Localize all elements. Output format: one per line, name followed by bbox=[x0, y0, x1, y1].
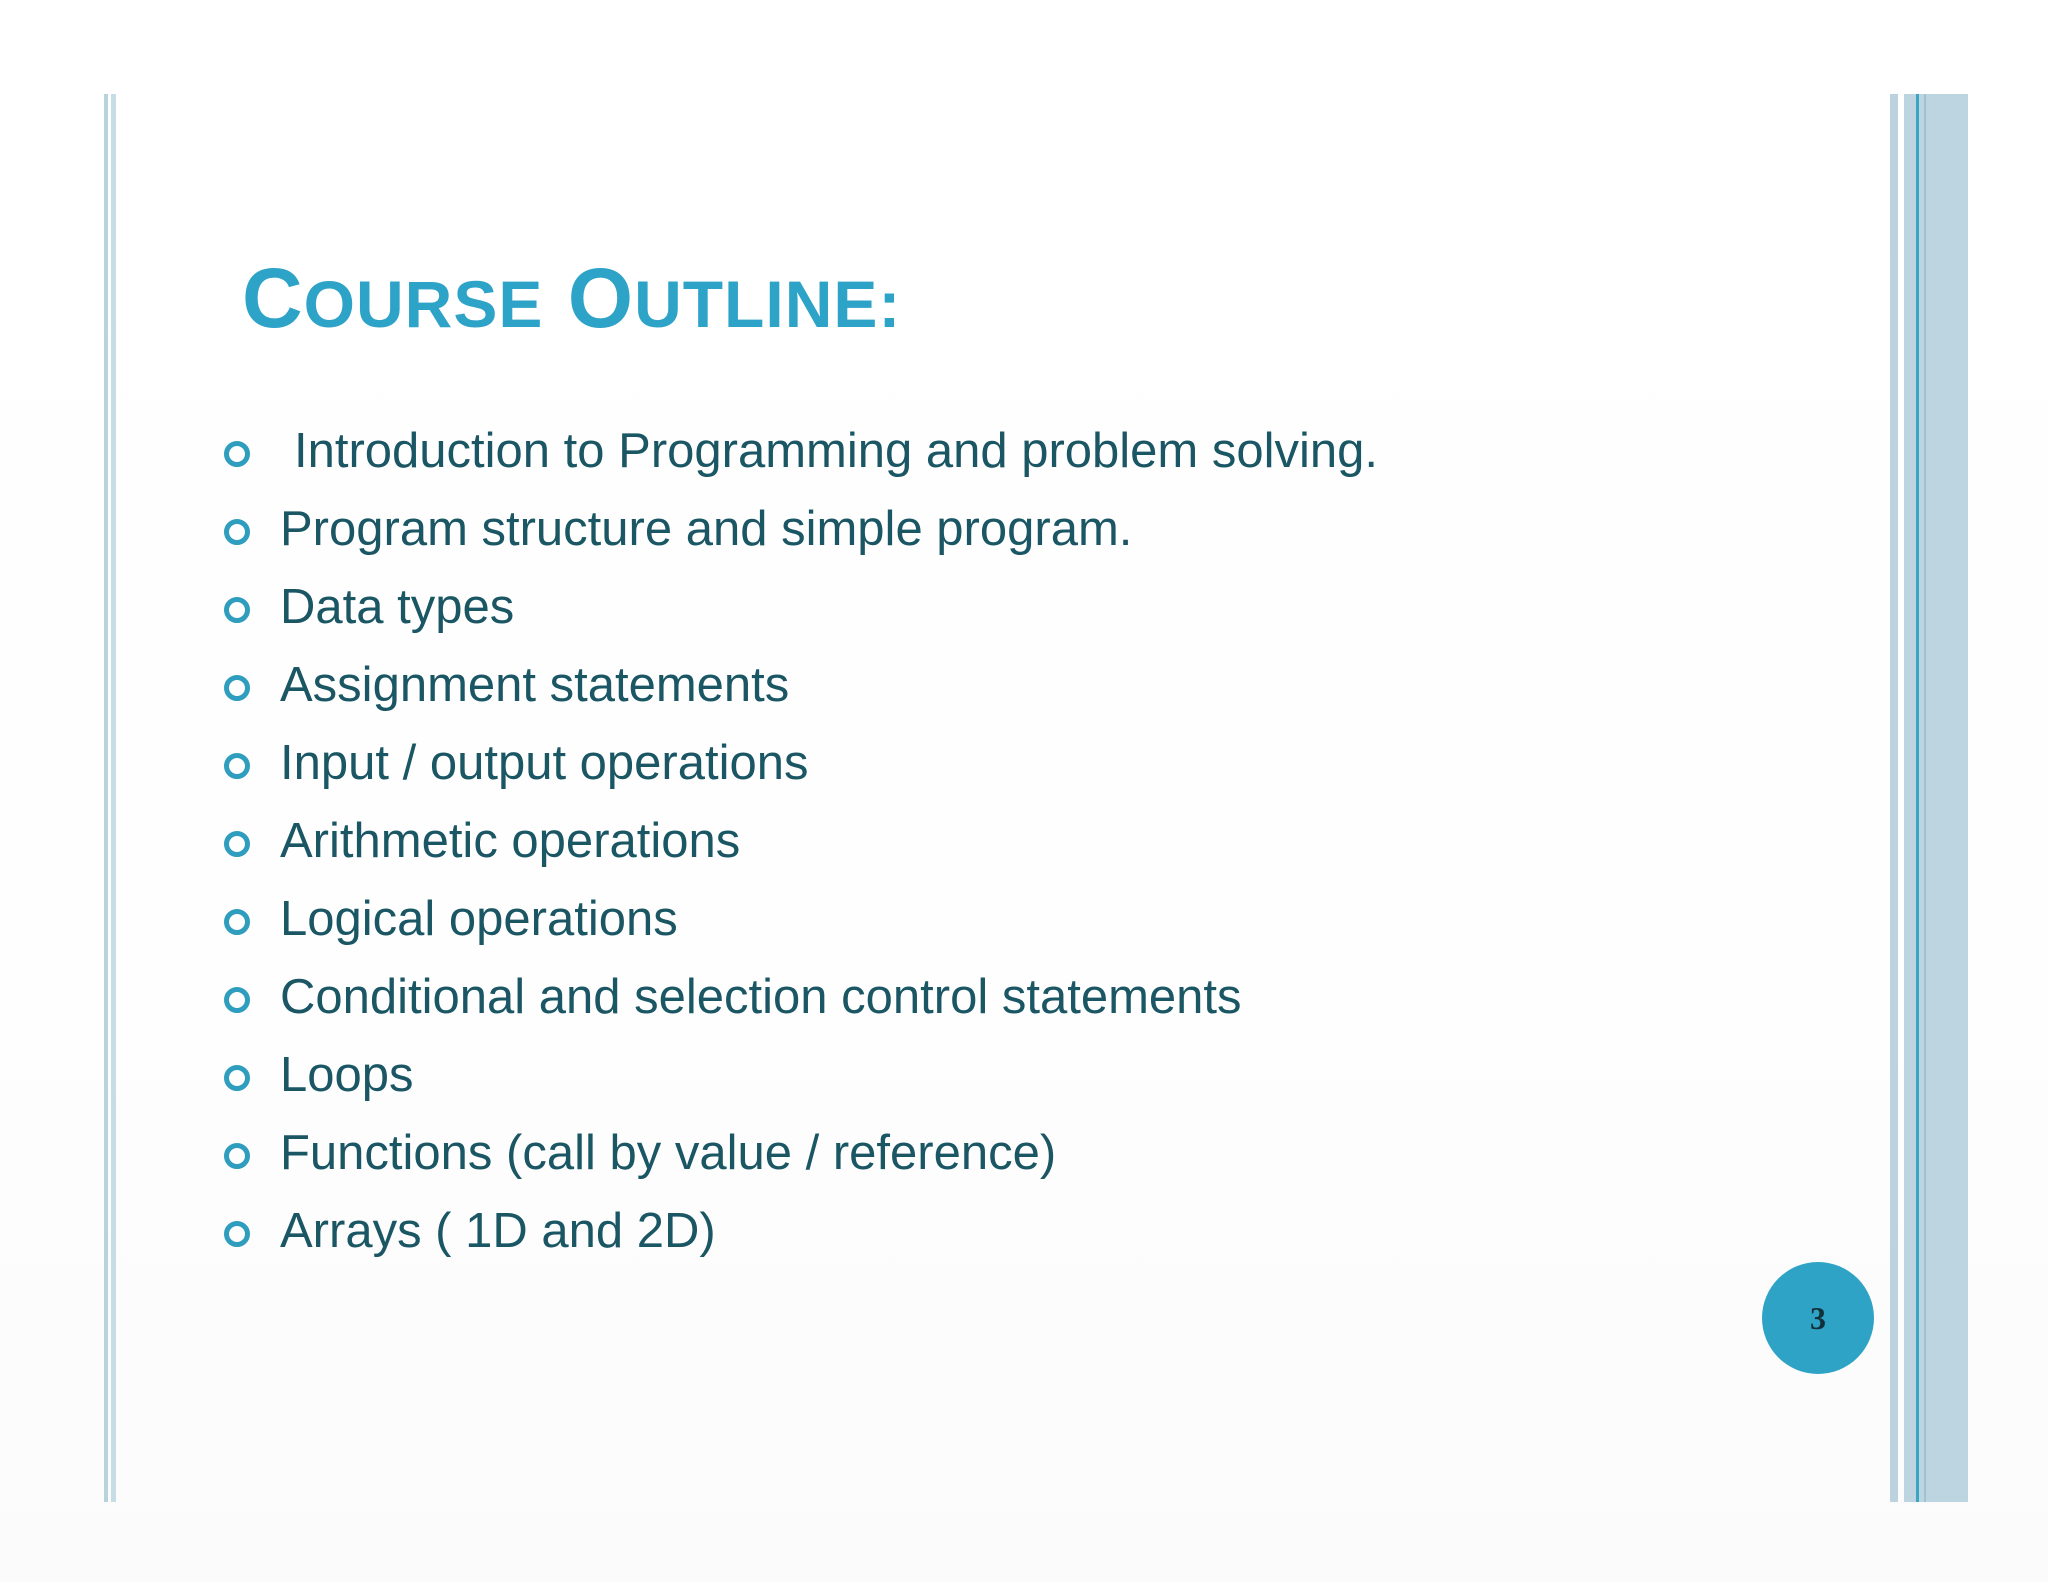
list-item-text: Input / output operations bbox=[280, 736, 809, 790]
page-number: 3 bbox=[1810, 1299, 1826, 1336]
bullet-circle-icon bbox=[224, 519, 250, 545]
list-item bbox=[220, 490, 1378, 568]
bullet-circle-icon bbox=[224, 987, 250, 1013]
bullet-circle-icon bbox=[224, 675, 250, 701]
list-item bbox=[220, 1036, 1378, 1114]
page-number-badge bbox=[1762, 1262, 1874, 1374]
right-border-band bbox=[1904, 94, 1968, 1502]
list-item bbox=[220, 880, 1378, 958]
bullet-circle-icon bbox=[224, 909, 250, 935]
bullet-circle-icon bbox=[224, 597, 250, 623]
list-item bbox=[220, 958, 1378, 1036]
list-item bbox=[220, 412, 1378, 490]
left-border-rule bbox=[111, 94, 116, 1502]
list-item bbox=[220, 724, 1378, 802]
list-item-text: Arithmetic operations bbox=[280, 814, 741, 868]
list-item bbox=[220, 1192, 1378, 1270]
title-word-rest: UTLINE: bbox=[634, 267, 902, 341]
list-item-text: Assignment statements bbox=[280, 658, 790, 712]
bullet-circle-icon bbox=[224, 1221, 250, 1247]
list-item-text: Data types bbox=[280, 580, 515, 634]
list-item bbox=[220, 568, 1378, 646]
right-border-rule bbox=[1924, 94, 1926, 1502]
bullet-circle-icon bbox=[224, 441, 250, 467]
slide-title bbox=[242, 248, 901, 354]
course-outline-list bbox=[220, 412, 1378, 1270]
list-item bbox=[220, 1114, 1378, 1192]
list-item bbox=[220, 646, 1378, 724]
list-item-text: Logical operations bbox=[280, 892, 678, 946]
bullet-circle-icon bbox=[224, 1143, 250, 1169]
right-border-rule bbox=[1890, 94, 1898, 1502]
bullet-circle-icon bbox=[224, 753, 250, 779]
left-border-rule bbox=[104, 94, 108, 1502]
list-item bbox=[220, 802, 1378, 880]
right-border-accent-line bbox=[1916, 94, 1919, 1502]
list-item-text: Introduction to Programming and problem solving. bbox=[294, 424, 1379, 478]
title-word-rest: OURSE bbox=[303, 267, 544, 341]
bullet-circle-icon bbox=[224, 1065, 250, 1091]
list-item-text: Conditional and selection control statements bbox=[280, 970, 1242, 1024]
list-item-text: Loops bbox=[280, 1048, 414, 1102]
title-initial: O bbox=[567, 251, 635, 345]
list-item-text: Arrays ( 1D and 2D) bbox=[280, 1204, 716, 1258]
list-item-text: Program structure and simple program. bbox=[280, 502, 1133, 556]
title-initial: C bbox=[242, 251, 304, 345]
list-item-text: Functions (call by value / reference) bbox=[280, 1126, 1057, 1180]
bullet-circle-icon bbox=[224, 831, 250, 857]
